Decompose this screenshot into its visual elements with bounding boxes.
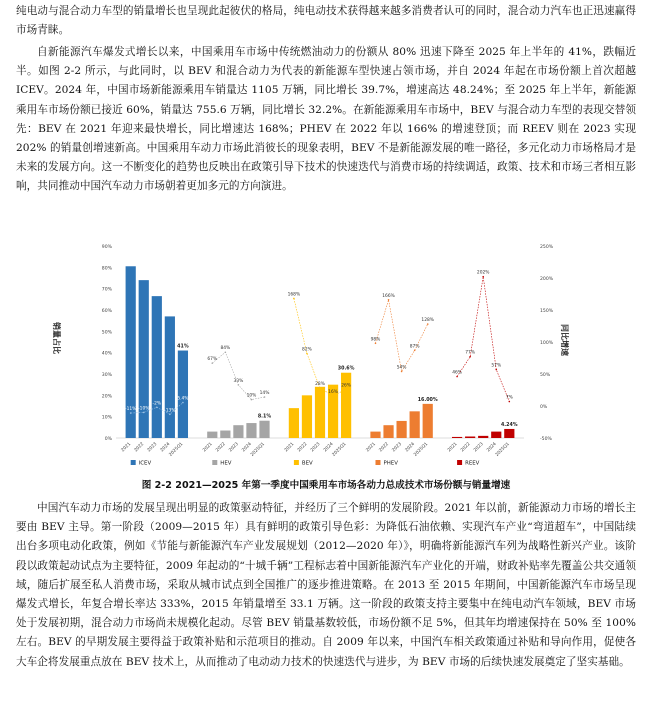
- growth-point: [319, 387, 321, 389]
- growth-point: [238, 384, 240, 386]
- bar-bev: [302, 395, 312, 438]
- bar-phev: [397, 421, 407, 438]
- x-tick-label: 2023: [309, 441, 322, 454]
- growth-point: [182, 402, 184, 404]
- bar-phev: [423, 404, 433, 438]
- bar-hev: [246, 423, 256, 438]
- bar-icev: [178, 351, 188, 438]
- bar-data-label: 30.6%: [337, 366, 355, 372]
- growth-point: [306, 353, 308, 355]
- y2-tick-label: 100%: [540, 341, 554, 346]
- x-tick-label: 2022: [378, 441, 390, 454]
- y2-axis-title: 同比增速: [560, 324, 569, 356]
- bar-reev: [452, 437, 462, 438]
- growth-data-label: 57%: [491, 363, 502, 369]
- growth-data-label: 10%: [246, 393, 257, 399]
- growth-data-label: 166%: [382, 293, 395, 299]
- growth-point: [509, 401, 511, 403]
- paragraph-3: 中国汽车动力市场的发展呈现出明显的政策驱动特征，并经历了三个鲜明的发展阶段。2021 年以前，新能源动力市场的增长主要由 BEV 主导。第一阶段（2009—2015 年）具有鲜明的政策引导色彩：为降低石油依赖、实现汽车产业“弯道超车”，中国陆续出台多项电动化政策，例如《节能与新能源汽车产业发展规划（2012—2020 年）》，明确将新能源汽车列为战略性新兴产业。该阶段以政策起动试点为主要特征，2009 年起动的“十城千辆”工程标志着中国新能源汽车产业化的开端，财政补贴率先覆盖公共交通领域，随后扩展至私人消费市场，采取从城市试点到全国推广的逐步推进策略。在 2013 至 2015 年期间，中国新能源汽车市场呈现爆发式增长，年复合增长率达 333%，2015 年销量增至 33.1 万辆。这一阶段的政策支持主要集中在纯电动汽车领域，BEV 市场处于发展初期，混合动力市场尚未规模化起动。尽管 BEV 销量基数较低，市场份额不足 5%，但其年均增速保持在 50% 至 100% 左右。BEV 的早期发展主要得益于政策补贴和示范项目的推动。自 2009 年以来，中国汽车相关政策通过补贴和导向作用，促使各大车企将发展重点放在 BEV 技术上，从而推动了电动动力技术的快速迭代与进步，为 BEV 市场的后续快速发展奠定了坚实基础。: [16, 502, 636, 668]
- y2-tick-label: 200%: [540, 277, 554, 282]
- x-tick-label: 2024: [241, 441, 253, 454]
- bar-data-label: 16.00%: [417, 397, 438, 403]
- bar-phev: [410, 411, 420, 438]
- bar-data-label: 4.24%: [500, 422, 518, 428]
- y-tick-label: 70%: [101, 287, 112, 293]
- y2-tick-label: 250%: [540, 245, 554, 250]
- y-tick-label: 10%: [101, 415, 112, 421]
- growth-point: [211, 362, 213, 364]
- growth-data-label: 128%: [421, 318, 434, 324]
- growth-point: [264, 396, 266, 398]
- growth-data-label: -11%: [125, 407, 137, 413]
- growth-data-label: 33%: [233, 378, 244, 384]
- paragraph-1: 纯电动与混合动力车型的销量增长也呈现此起彼伏的格局，纯电动技术获得越来越多消费者认可的同时，混合动力汽车也正迅速赢得市场青睐。: [16, 5, 636, 37]
- figure-caption: 图 2-2 2021—2025 年第一季度中国乘用车市场各动力总成技术市场份额与销量增速: [141, 480, 511, 491]
- legend-label-reev: REEV: [465, 460, 480, 467]
- growth-point: [345, 389, 347, 391]
- growth-point: [388, 299, 390, 301]
- growth-line-hev: [212, 352, 264, 399]
- x-tick-label: 2024: [159, 441, 172, 454]
- legend-label-icev: ICEV: [138, 460, 152, 467]
- x-tick-label: 2021: [365, 441, 377, 454]
- powertrain-share-growth-chart: [52, 240, 569, 472]
- growth-point: [456, 376, 458, 378]
- legend-swatch-bev: [294, 460, 299, 465]
- growth-data-label: 82%: [302, 347, 312, 353]
- legend-label-phev: PHEV: [383, 460, 398, 467]
- legend-swatch-icev: [131, 460, 136, 465]
- growth-point: [169, 414, 171, 416]
- x-tick-label: 2021: [120, 441, 133, 454]
- x-tick-label: 2025Q1: [168, 441, 185, 458]
- growth-point: [225, 351, 227, 353]
- growth-data-label: 67%: [207, 357, 218, 363]
- growth-data-label: 14%: [259, 391, 270, 397]
- growth-point: [469, 356, 471, 358]
- growth-data-label: 87%: [409, 344, 420, 350]
- y-tick-label: 80%: [101, 266, 112, 272]
- bar-icev: [152, 296, 162, 438]
- growth-line-phev: [375, 300, 427, 372]
- growth-point: [251, 399, 253, 401]
- bar-icev: [126, 266, 136, 438]
- x-tick-label: 2025Q1: [331, 441, 348, 458]
- x-tick-label: 2024: [404, 441, 417, 454]
- growth-line-reev: [457, 277, 509, 402]
- growth-point: [427, 323, 429, 325]
- growth-data-label: 28%: [315, 382, 325, 388]
- growth-data-label: 98%: [370, 337, 381, 343]
- y-tick-label: 0%: [104, 437, 112, 442]
- legend-label-hev: HEV: [220, 460, 232, 467]
- growth-data-label: 46%: [452, 370, 462, 376]
- y-axis-title: 销量占比: [52, 322, 61, 354]
- growth-data-label: 16%: [328, 389, 338, 395]
- bar-data-label: 8.1%: [257, 414, 272, 420]
- paragraph-2: 自新能源汽车爆发式增长以来，中国乘用车市场中传统燃油动力的份额从 80% 迅速下降至 2025 年上半年的 41%，跌幅近半。如图 2-2 所示，与此同时，以 BEV 和混合动力为代表的新能源车型快速占领市场，并自 2024 年起在市场份额上首次超越 ICEV。2024 年，中国市场新能源乘用车销量达 1105 万辆，同比增长 39.7%，增速高达 48.24%；至 2025 年上半年，新能源乘用车市场份额已接近 60%，销量达 755.6 万辆，同比增长 32.2%。在新能源乘用车市场中，BEV 与混合动力车型的表现交替领先：BEV 在 2021 年迎来最快增长，同比增速达 168%；PHEV 在 2022 年以 166% 的增速登顶；而 REEV 则在 2023 实现 202% 的销量创增速新高。中国乘用车动力市场此消彼长的现象表明，BEV 不是新能源发展的唯一路径，多元化动力市场格局才是未来的发展方向。这一不断变化的趋势也反映出在政策引导下技术的快速迭代与消费市场的持续调适，政策、技术和市场三者相互影响，共同推动中国汽车动力市场朝着更加多元的方向演进。: [16, 46, 636, 193]
- growth-data-label: -2%: [152, 401, 162, 407]
- x-tick-label: 2022: [460, 441, 472, 454]
- y-tick-label: 60%: [101, 309, 112, 314]
- x-tick-label: 2021: [447, 441, 459, 454]
- bar-hev: [259, 421, 269, 438]
- growth-point: [495, 369, 497, 371]
- x-tick-label: 2022: [296, 441, 309, 454]
- growth-point: [130, 412, 132, 414]
- bar-reev: [504, 429, 514, 438]
- x-tick-label: 2023: [146, 441, 159, 454]
- growth-data-label: -13%: [164, 408, 176, 414]
- bar-reev: [491, 432, 501, 438]
- y-tick-label: 30%: [101, 373, 112, 378]
- growth-point: [414, 350, 416, 352]
- x-tick-label: 2023: [228, 441, 240, 454]
- y2-tick-label: -50%: [540, 437, 552, 442]
- bar-hev: [220, 431, 230, 438]
- growth-point: [482, 276, 484, 278]
- growth-point: [375, 342, 377, 344]
- bar-icev: [139, 280, 149, 438]
- x-tick-label: 2024: [486, 441, 498, 454]
- growth-point: [293, 298, 295, 300]
- growth-point: [332, 395, 334, 397]
- y-tick-label: 40%: [101, 351, 112, 357]
- growth-data-label: 202%: [476, 270, 490, 276]
- growth-data-label: -10%: [138, 406, 150, 412]
- bar-phev: [383, 425, 393, 438]
- y2-tick-label: 0%: [540, 405, 548, 410]
- growth-point: [156, 406, 158, 408]
- growth-data-label: 5.4%: [177, 396, 189, 402]
- growth-data-label: 26%: [341, 383, 351, 389]
- bar-reev: [478, 436, 488, 438]
- x-tick-label: 2024: [323, 441, 335, 454]
- bar-bev: [289, 408, 299, 438]
- y-tick-label: 50%: [101, 330, 112, 336]
- legend-swatch-reev: [457, 460, 462, 465]
- legend-swatch-hev: [212, 460, 217, 465]
- bar-bev: [315, 387, 325, 438]
- y-tick-label: 90%: [101, 245, 112, 250]
- x-tick-label: 2023: [391, 441, 404, 454]
- bar-hev: [233, 425, 243, 438]
- x-tick-label: 2022: [133, 441, 146, 454]
- bar-reev: [465, 437, 475, 438]
- x-tick-label: 2025Q1: [250, 441, 266, 458]
- growth-data-label: 168%: [287, 292, 301, 298]
- bar-hev: [207, 432, 217, 438]
- growth-point: [143, 412, 145, 414]
- y2-tick-label: 150%: [540, 309, 554, 314]
- bar-icev: [165, 316, 175, 438]
- bar-phev: [370, 432, 380, 438]
- x-tick-label: 2021: [202, 441, 214, 454]
- x-tick-label: 2022: [215, 441, 227, 454]
- growth-data-label: 77%: [465, 350, 476, 356]
- x-tick-label: 2025Q1: [494, 441, 511, 458]
- growth-data-label: 54%: [396, 365, 407, 371]
- growth-data-label: 7%: [505, 395, 513, 401]
- growth-point: [401, 371, 403, 373]
- x-tick-label: 2021: [283, 441, 296, 454]
- growth-data-label: 84%: [220, 346, 231, 352]
- bar-data-label: 41%: [177, 344, 189, 350]
- legend-swatch-phev: [375, 460, 380, 465]
- legend-label-bev: BEV: [301, 460, 313, 467]
- x-tick-label: 2023: [473, 441, 485, 454]
- x-tick-label: 2025Q1: [413, 441, 430, 458]
- y-tick-label: 20%: [101, 394, 112, 400]
- y2-tick-label: 50%: [540, 373, 551, 378]
